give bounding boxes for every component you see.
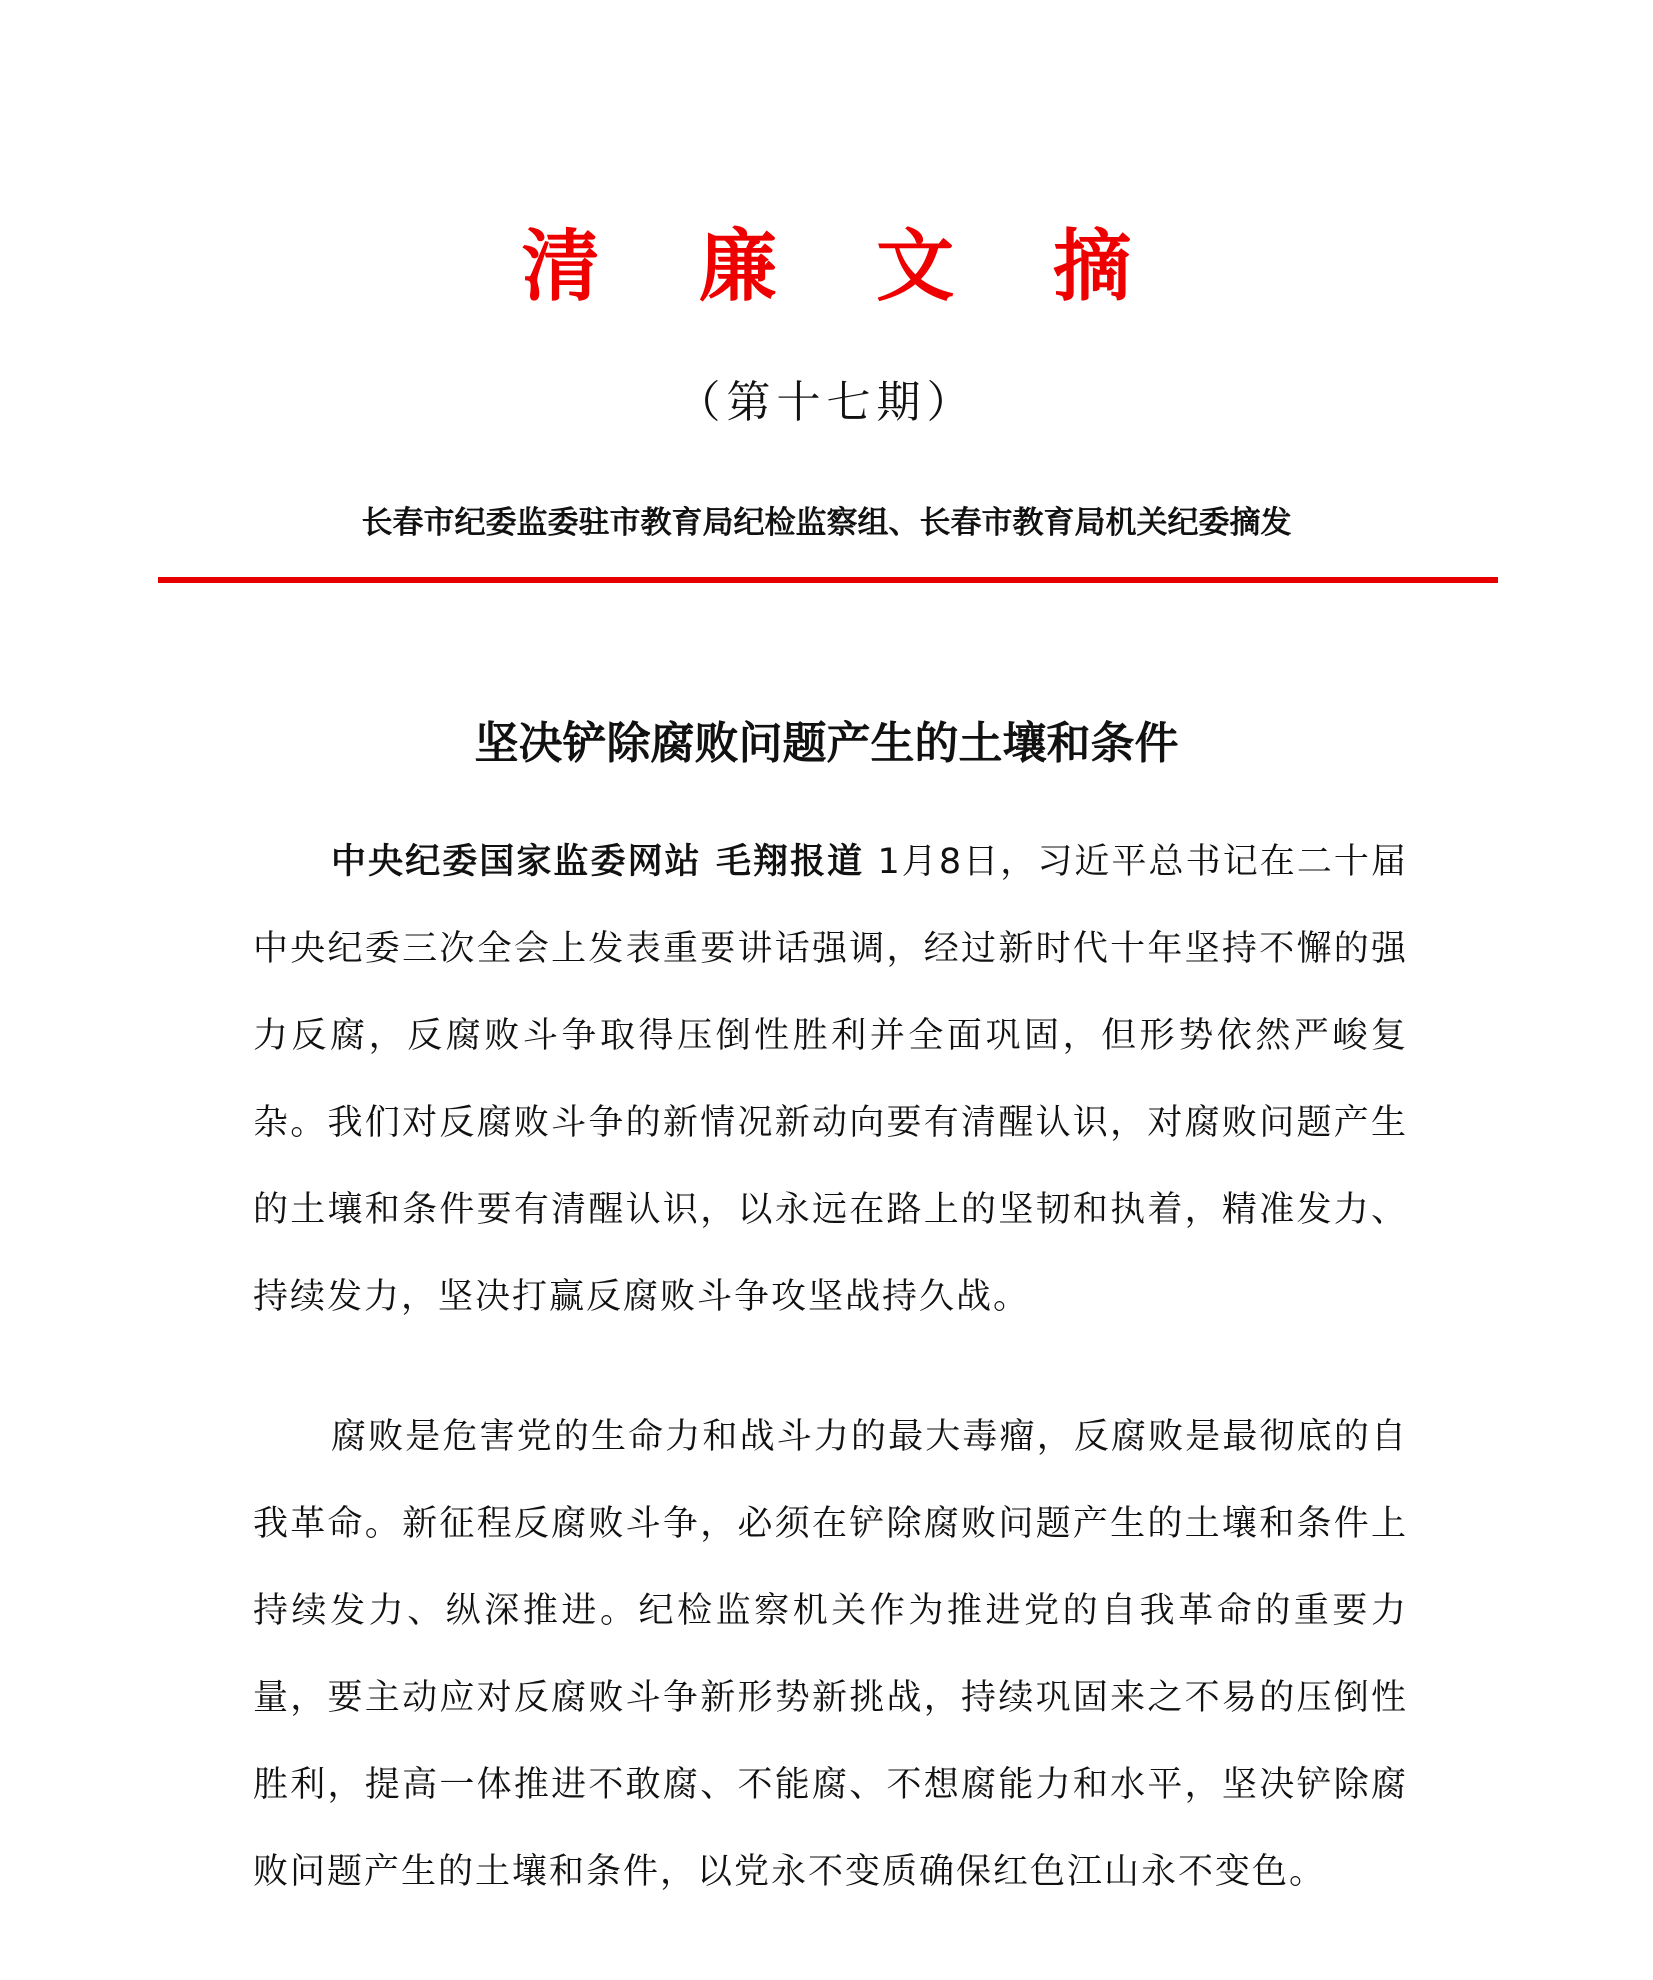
- paragraph-2-text: 腐败是危害党的生命力和战斗力的最大毒瘤，反腐败是最彻底的自我革命。新征程反腐败斗争，必须在铲除腐败问题产生的土壤和条件上持续发力、纵深推进。纪检监察机关作为推进党的自我革命的重要力量，要主动应对反腐败斗争新形势新挑战，持续巩固来之不易的压倒性胜利，提高一体推进不敢腐、不能腐、不想腐能力和水平，坚决铲除腐败问题产生的土壤和条件，以党永不变质确保红色江山永不变色。: [253, 1417, 1408, 1892]
- header-divider: [158, 577, 1498, 583]
- article-lead: 中央纪委国家监委网站 毛翔报道: [331, 842, 865, 882]
- issue-number: （第十七期）: [676, 377, 977, 428]
- masthead-title: 清 廉 文 摘: [521, 222, 1168, 312]
- article-paragraph-2: [253, 1394, 1408, 1916]
- publisher-line: 长春市纪委监委驻市教育局纪检监察组、长春市教育局机关纪委摘发: [361, 505, 1292, 541]
- article-title: 坚决铲除腐败问题产生的土壤和条件: [474, 718, 1179, 769]
- article-paragraph-1: [253, 819, 1408, 1341]
- paragraph-1-text: 1月8日，习近平总书记在二十届中央纪委三次全会上发表重要讲话强调，经过新时代十年坚持不懈的强力反腐，反腐败斗争取得压倒性胜利并全面巩固，但形势依然严峻复杂。我们对反腐败斗争的新情况新动向要有清醒认识，对腐败问题产生的土壤和条件要有清醒认识，以永远在路上的坚韧和执着，精准发力、持续发力，坚决打赢反腐败斗争攻坚战持久战。: [253, 842, 1408, 1317]
